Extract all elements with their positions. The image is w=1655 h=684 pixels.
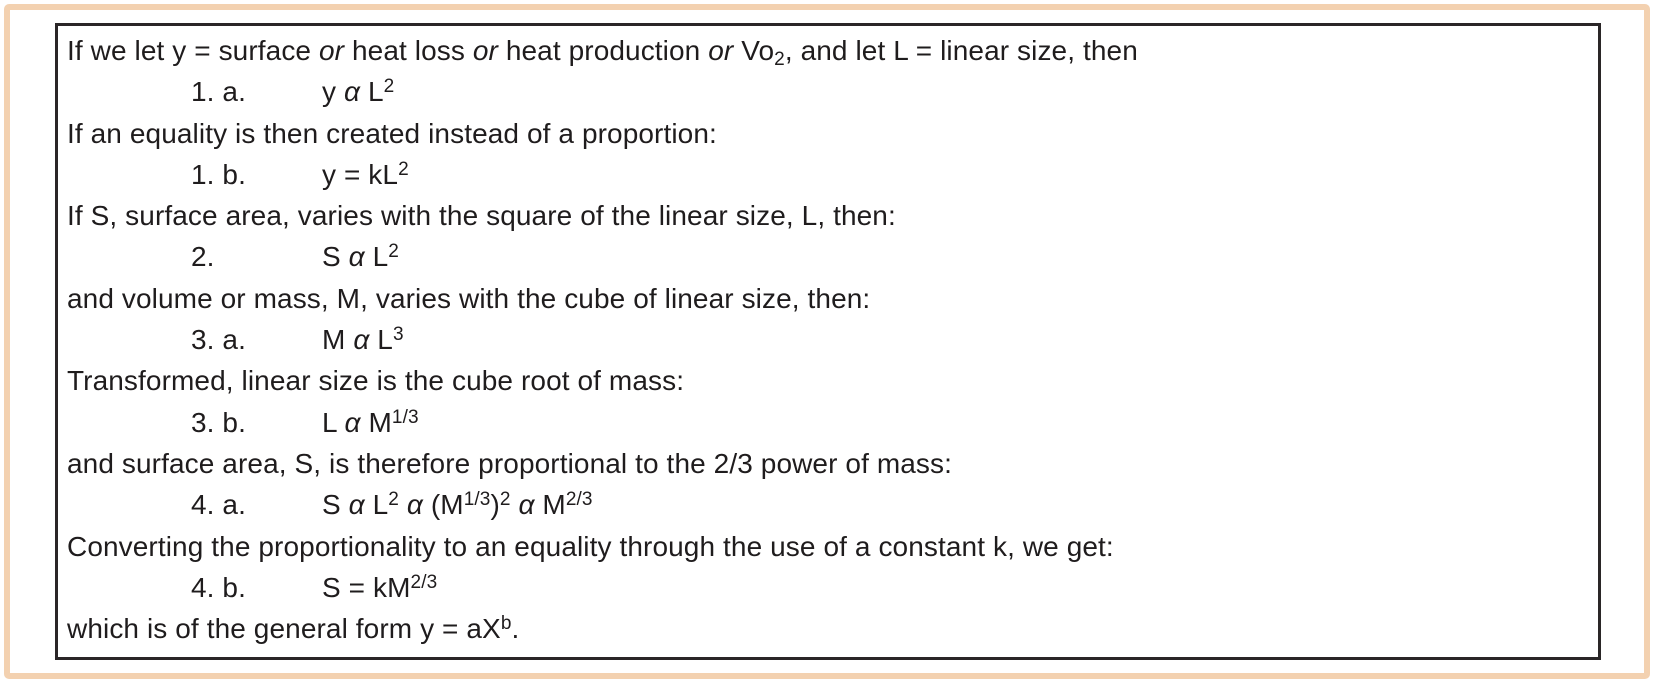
- equation-line: [67, 236, 1588, 277]
- text-line: If an equality is then created instead of a proportion:: [67, 117, 717, 149]
- derivation-lines: [58, 26, 1598, 649]
- equation-line: [67, 71, 1588, 112]
- equation-formula: M α $L^3$: [322, 323, 404, 356]
- equation-number: 3. a.: [191, 324, 246, 356]
- equation-formula: $S = kM^{2/3}$: [322, 571, 438, 603]
- text-line: and surface area, S, is therefore proportional to the 2/3 power of mass:: [67, 447, 953, 479]
- text-line: which is of the general form $y = aX^b$.: [67, 613, 520, 645]
- equation-formula: y α $L^2$: [322, 76, 395, 108]
- equation-line: [67, 319, 1588, 360]
- derivation-box: [55, 23, 1601, 660]
- equation-number: 1. a.: [191, 76, 246, 108]
- equation-formula: S α $L^2$: [322, 241, 399, 273]
- equation-number: 1. b.: [191, 158, 246, 190]
- equation-number: 2.: [191, 241, 215, 273]
- equation-number: 3. b.: [191, 406, 246, 438]
- equation-number: 4. b.: [191, 571, 246, 603]
- equation-formula: L α $M^{1/3}$: [322, 406, 419, 438]
- equation-formula: S α $L^2$ α $(M^{1/3})^2$ α $M^{2/3}$: [322, 489, 593, 521]
- equation-line: [67, 402, 1588, 443]
- text-line: and volume or mass, M, varies with the cube of linear size, then:: [67, 282, 871, 314]
- equation-line: [67, 567, 1588, 608]
- text-line: Transformed, linear size is the cube root of mass:: [67, 365, 685, 397]
- text-line: Converting the proportionality to an equality through the use of a constant k, we get:: [67, 530, 1114, 562]
- text-line: If S, surface area, varies with the square of the linear size, L, then:: [67, 200, 896, 232]
- text-line: If we let y = surface or heat loss or heat production or $Vo_2$, and let L = linear size, then: [67, 35, 1138, 70]
- equation-number: 4. a.: [191, 489, 246, 521]
- equation-line: [67, 484, 1588, 525]
- equation-line: [67, 154, 1588, 195]
- equation-formula: $y = kL^2$: [322, 158, 409, 190]
